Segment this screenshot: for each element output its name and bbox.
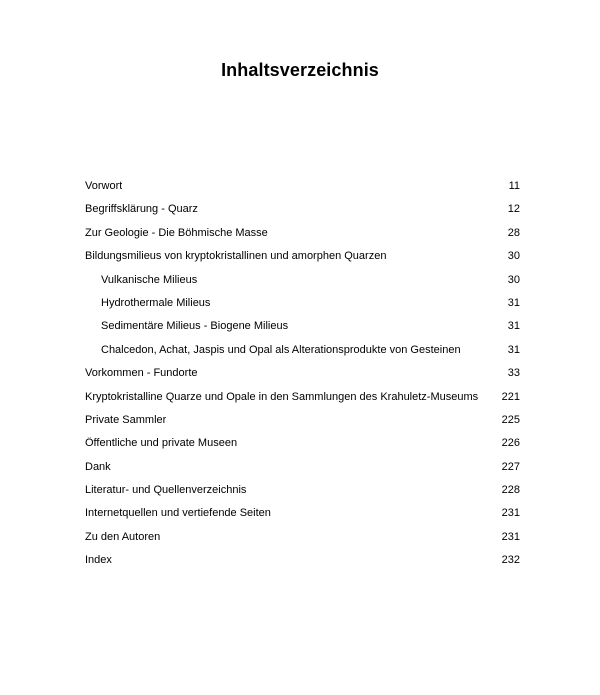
table-of-contents — [85, 180, 520, 578]
toc-entry-begriffsklaerung — [85, 203, 520, 226]
toc-entry-dank — [85, 461, 520, 484]
toc-entry-page: 226 — [501, 437, 520, 450]
toc-entry-page: 227 — [501, 460, 520, 473]
toc-entry-title: Private Sammler — [85, 413, 167, 426]
toc-entry-title: Hydrothermale Milieus — [101, 296, 211, 309]
toc-entry-page: 28 — [507, 226, 520, 239]
toc-entry-title: Zur Geologie - Die Böhmische Masse — [85, 226, 268, 239]
toc-entry-geologie — [85, 227, 520, 250]
toc-entry-bildungsmilieus — [85, 250, 520, 273]
toc-entry-page: 228 — [501, 484, 520, 497]
toc-entry-page: 31 — [507, 320, 520, 333]
toc-entry-page: 225 — [501, 413, 520, 426]
toc-entry-page: 30 — [507, 250, 520, 263]
toc-entry-page: 231 — [501, 530, 520, 543]
toc-entry-sammlungen — [85, 391, 520, 414]
toc-entry-title: Begriffsklärung - Quarz — [85, 203, 198, 216]
toc-entry-page: 232 — [501, 554, 520, 567]
toc-entry-title: Dank — [85, 460, 111, 473]
toc-entry-title: Öffentliche und private Museen — [85, 437, 238, 450]
toc-entry-title: Vorkommen - Fundorte — [85, 367, 198, 380]
toc-entry-title: Index — [85, 554, 112, 567]
toc-entry-title: Sedimentäre Milieus - Biogene Milieus — [101, 320, 289, 333]
toc-entry-index — [85, 554, 520, 577]
toc-entry-title: Internetquellen und vertiefende Seiten — [85, 507, 271, 520]
toc-entry-page: 221 — [501, 390, 520, 403]
toc-entry-page: 30 — [507, 273, 520, 286]
toc-entry-literatur — [85, 484, 520, 507]
toc-entry-title: Chalcedon, Achat, Jaspis und Opal als Alterationsprodukte von Gesteinen — [101, 343, 461, 356]
toc-entry-vorwort — [85, 180, 520, 203]
toc-entry-museen — [85, 437, 520, 460]
toc-subentry-hydrothermale-milieus — [85, 297, 520, 320]
toc-subentry-sedimentaere-milieus — [85, 320, 520, 343]
toc-entry-page: 11 — [508, 180, 520, 192]
toc-entry-page: 31 — [507, 343, 520, 356]
toc-entry-title: Kryptokristalline Quarze und Opale in den Sammlungen des Krahuletz-Museums — [85, 390, 479, 403]
toc-entry-page: 31 — [507, 296, 520, 309]
toc-entry-title: Vorwort — [85, 180, 123, 192]
toc-subentry-vulkanische-milieus — [85, 274, 520, 297]
toc-entry-autoren — [85, 531, 520, 554]
toc-subentry-alterationsprodukte — [85, 344, 520, 367]
toc-entry-title: Vulkanische Milieus — [101, 273, 198, 286]
toc-entry-private-sammler — [85, 414, 520, 437]
toc-entry-page: 12 — [507, 203, 520, 216]
toc-entry-page: 33 — [507, 367, 520, 380]
toc-entry-title: Bildungsmilieus von kryptokristallinen und amorphen Quarzen — [85, 250, 387, 263]
toc-entry-page: 231 — [501, 507, 520, 520]
toc-entry-title: Literatur- und Quellenverzeichnis — [85, 484, 247, 497]
page-title: Inhaltsverzeichnis — [221, 60, 379, 80]
toc-entry-title: Zu den Autoren — [85, 530, 161, 543]
toc-entry-vorkommen — [85, 367, 520, 390]
toc-entry-internetquellen — [85, 507, 520, 530]
